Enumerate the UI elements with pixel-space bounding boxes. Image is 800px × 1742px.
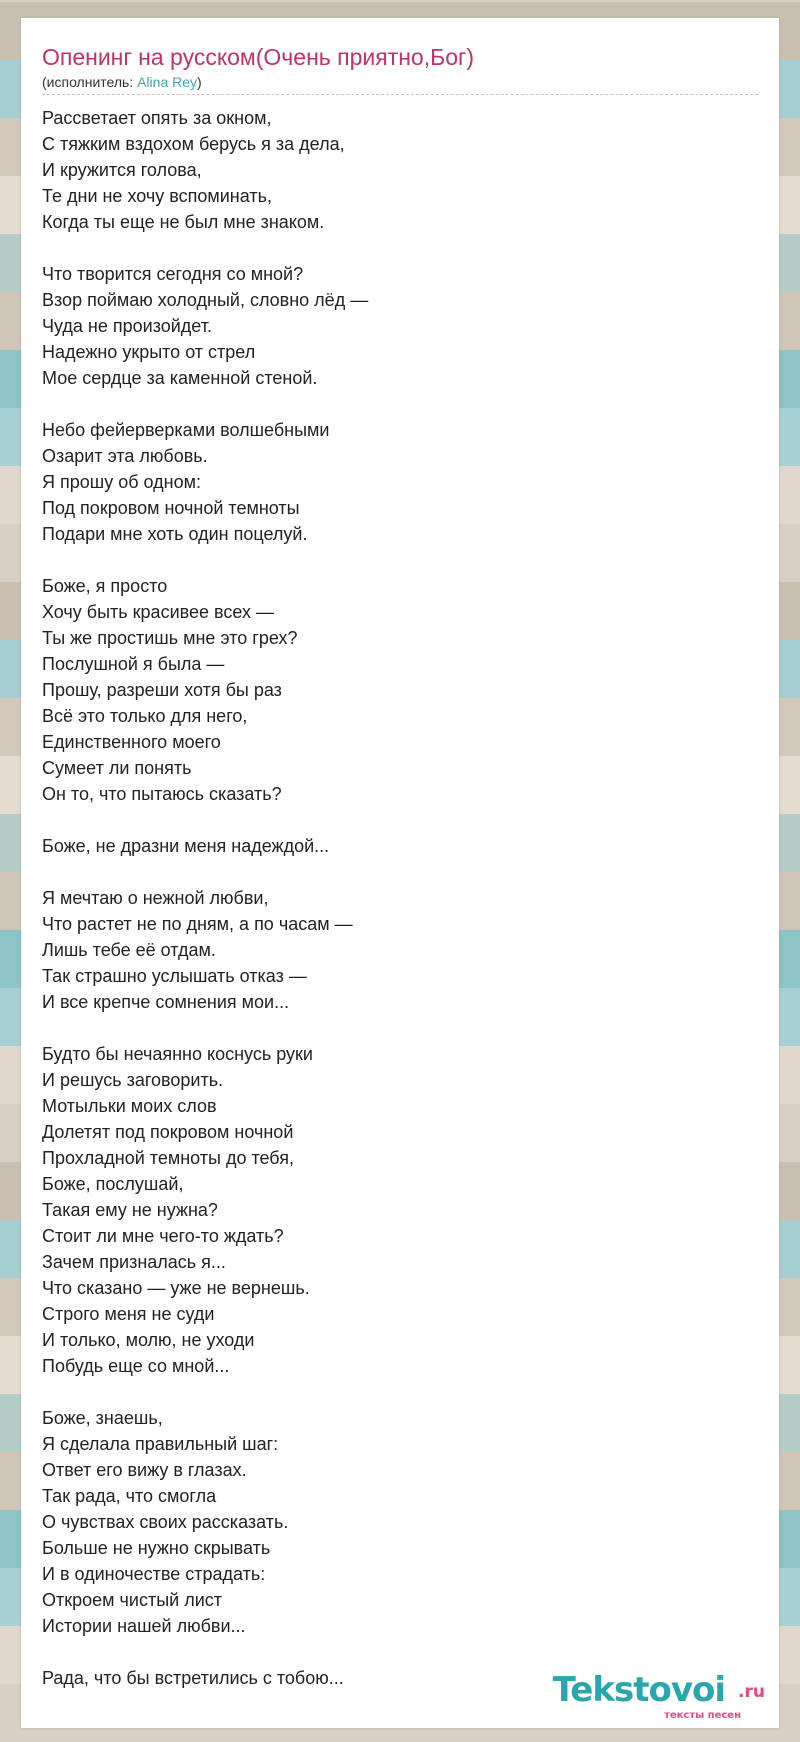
lyrics-blank-line xyxy=(42,1015,742,1041)
lyrics-line: Зачем призналась я... xyxy=(42,1252,226,1272)
lyrics-line: Прохладной темноты до тебя, xyxy=(42,1148,294,1168)
lyrics-line: Будто бы нечаянно коснусь руки xyxy=(42,1044,313,1064)
lyrics-line: Боже, послушай, xyxy=(42,1174,184,1194)
lyrics-line: Всё это только для него, xyxy=(42,706,248,726)
lyrics-text xyxy=(42,105,742,1691)
lyrics-line: Рассветает опять за окном, xyxy=(42,108,272,128)
artist-prefix: (исполнитель: xyxy=(42,74,138,90)
lyrics-line: Ты же простишь мне это грех? xyxy=(42,628,298,648)
lyrics-line: Стоит ли мне чего-то ждать? xyxy=(42,1226,284,1246)
lyrics-blank-line xyxy=(42,235,742,261)
artist-link[interactable]: Alina Rey xyxy=(137,74,198,90)
lyrics-line: И кружится голова, xyxy=(42,160,202,180)
lyrics-line: Боже, я просто xyxy=(42,576,168,596)
logo-tld: .ru xyxy=(738,1682,765,1702)
lyrics-line: С тяжким вздохом берусь я за дела, xyxy=(42,134,345,154)
lyrics-blank-line xyxy=(42,547,742,573)
logo-wordmark: Tekstovoi xyxy=(552,1670,725,1710)
lyrics-line: Единственного моего xyxy=(42,732,221,752)
lyrics-line: И все крепче сомнения мои... xyxy=(42,992,290,1012)
lyrics-line: Что творится сегодня со мной? xyxy=(42,264,304,284)
lyrics-blank-line xyxy=(42,1639,742,1665)
lyrics-line: Взор поймаю холодный, словно лёд — xyxy=(42,290,369,310)
lyrics-line: Побудь еще со мной... xyxy=(42,1356,230,1376)
lyrics-blank-line xyxy=(42,1379,742,1405)
lyrics-line: И в одиночестве страдать: xyxy=(42,1564,266,1584)
lyrics-line: Он то, что пытаюсь сказать? xyxy=(42,784,282,804)
lyrics-blank-line xyxy=(42,859,742,885)
artist-line xyxy=(42,74,202,90)
lyrics-line: Так рада, что смогла xyxy=(42,1486,217,1506)
lyrics-line: Боже, не дразни меня надеждой... xyxy=(42,836,330,856)
lyrics-line: Подари мне хоть один поцелуй. xyxy=(42,524,308,544)
lyrics-line: Я сделала правильный шаг: xyxy=(42,1434,279,1454)
lyrics-line: Озарит эта любовь. xyxy=(42,446,208,466)
lyrics-line: Чуда не произойдет. xyxy=(42,316,212,336)
lyrics-line: И решусь заговорить. xyxy=(42,1070,224,1090)
lyrics-line: Что сказано — уже не вернешь. xyxy=(42,1278,310,1298)
lyrics-line: Строго меня не суди xyxy=(42,1304,215,1324)
lyrics-line: Под покровом ночной темноты xyxy=(42,498,300,518)
lyrics-line: Такая ему не нужна? xyxy=(42,1200,218,1220)
logo-tagline: тексты песен xyxy=(664,1710,741,1721)
lyrics-line: Небо фейерверками волшебными xyxy=(42,420,330,440)
lyrics-blank-line xyxy=(42,391,742,417)
lyrics-blank-line xyxy=(42,807,742,833)
lyrics-line: Те дни не хочу вспоминать, xyxy=(42,186,272,206)
lyrics-line: Мое сердце за каменной стеной. xyxy=(42,368,318,388)
lyrics-line: Долетят под покровом ночной xyxy=(42,1122,294,1142)
lyrics-line: Откроем чистый лист xyxy=(42,1590,222,1610)
lyrics-line: Прошу, разреши хотя бы раз xyxy=(42,680,282,700)
lyrics-line: Рада, что бы встретились с тобою... xyxy=(42,1668,344,1688)
lyrics-card xyxy=(21,18,779,1728)
lyrics-line: Надежно укрыто от стрел xyxy=(42,342,256,362)
site-logo[interactable] xyxy=(545,1670,765,1726)
lyrics-line: Лишь тебе её отдам. xyxy=(42,940,216,960)
lyrics-line: Хочу быть красивее всех — xyxy=(42,602,274,622)
title-divider xyxy=(42,94,758,95)
lyrics-line: Боже, знаешь, xyxy=(42,1408,163,1428)
song-title: Опенинг на русском(Очень приятно,Бог) xyxy=(42,44,475,70)
lyrics-line: Я мечтаю о нежной любви, xyxy=(42,888,269,908)
lyrics-line: О чувствах своих рассказать. xyxy=(42,1512,289,1532)
lyrics-line: Больше не нужно скрывать xyxy=(42,1538,271,1558)
lyrics-line: Истории нашей любви... xyxy=(42,1616,246,1636)
lyrics-line: Когда ты еще не был мне знаком. xyxy=(42,212,325,232)
artist-suffix: ) xyxy=(197,74,202,90)
lyrics-line: Я прошу об одном: xyxy=(42,472,201,492)
lyrics-line: Послушной я была — xyxy=(42,654,225,674)
lyrics-line: Мотыльки моих слов xyxy=(42,1096,217,1116)
lyrics-line: Ответ его вижу в глазах. xyxy=(42,1460,247,1480)
lyrics-line: Что растет не по дням, а по часам — xyxy=(42,914,353,934)
lyrics-line: Сумеет ли понять xyxy=(42,758,192,778)
lyrics-line: Так страшно услышать отказ — xyxy=(42,966,307,986)
lyrics-line: И только, молю, не уходи xyxy=(42,1330,255,1350)
